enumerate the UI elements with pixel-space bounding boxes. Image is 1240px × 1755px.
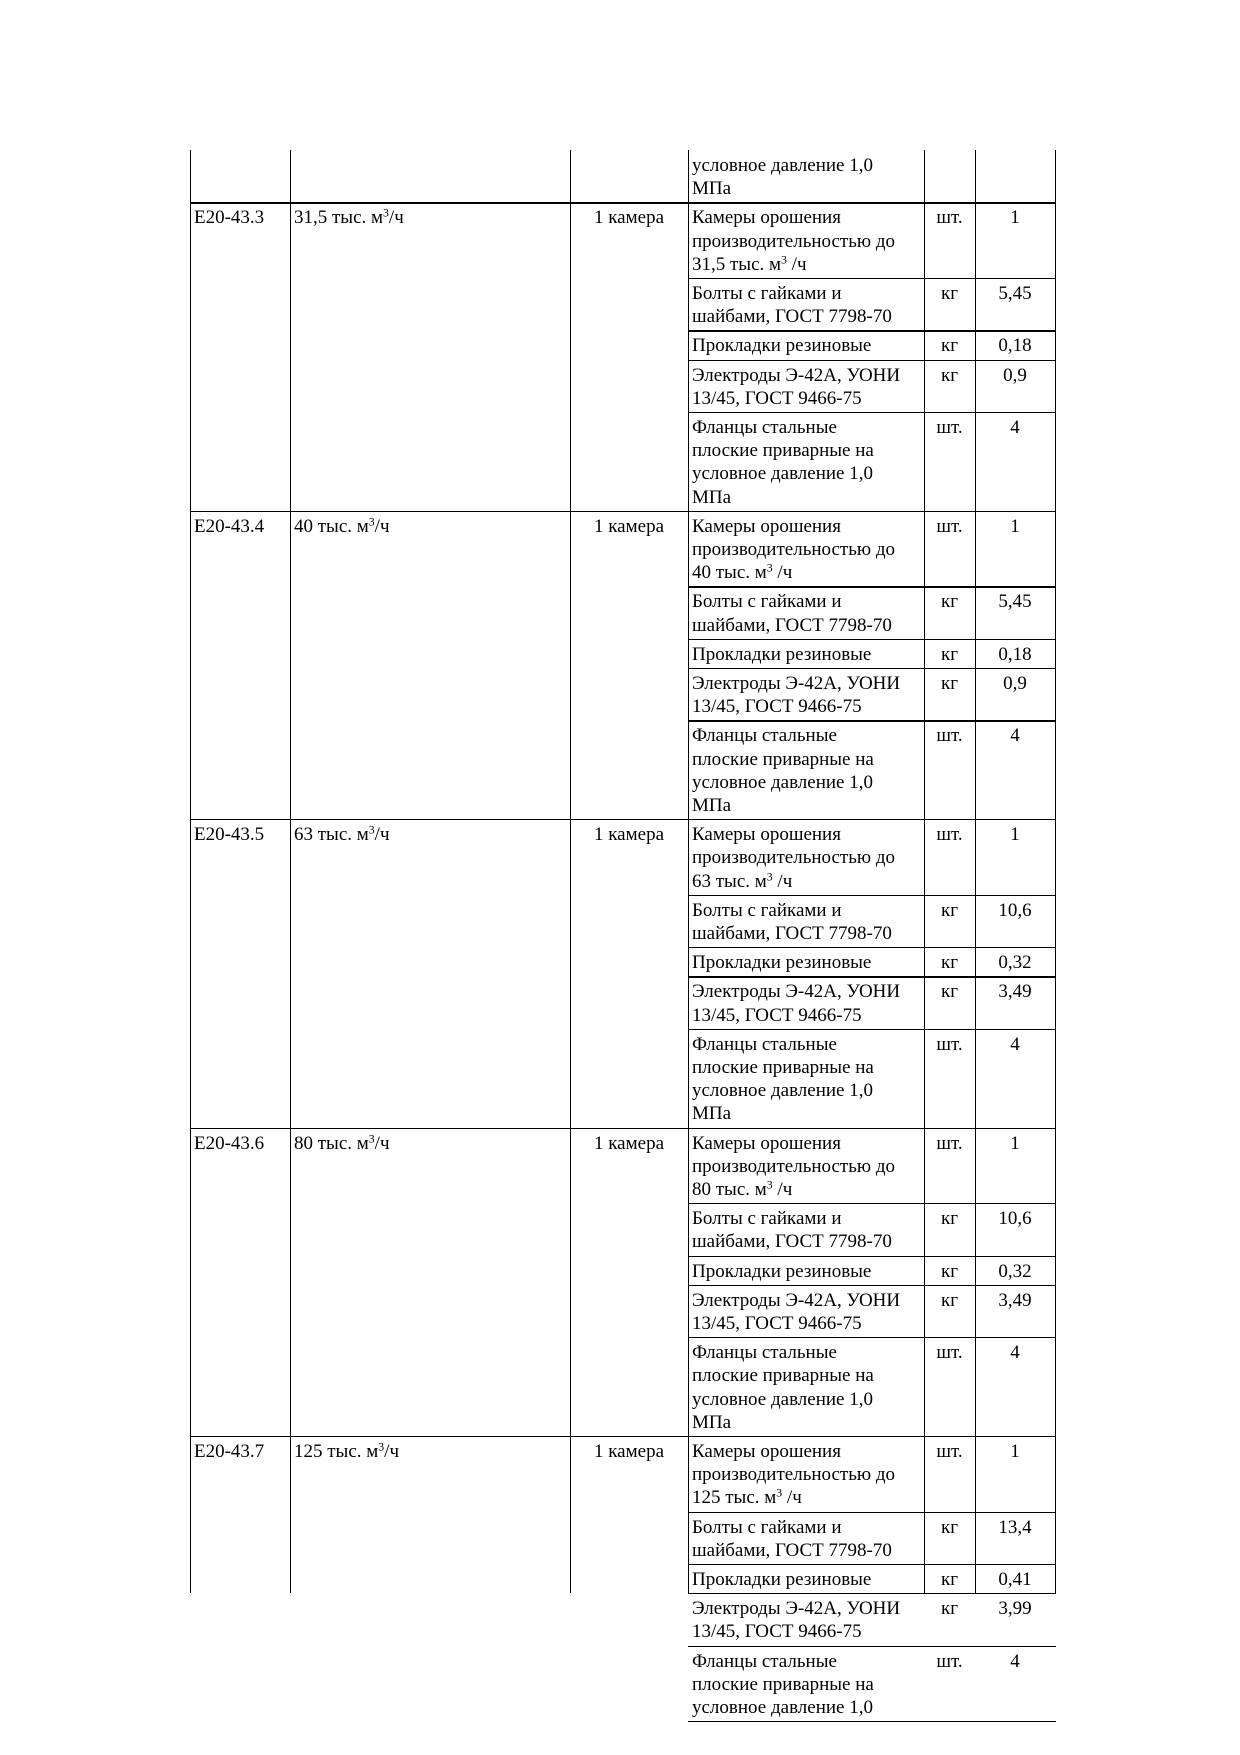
column-rule	[924, 150, 925, 1593]
resource-code: Е20-43.5	[194, 824, 265, 846]
row-rule	[190, 202, 1056, 203]
material-unit: кг	[940, 1208, 959, 1230]
row-rule	[190, 511, 1056, 512]
row-rule	[688, 1512, 1056, 1513]
material-name: 31,5 тыс. $м^3$ /ч	[692, 253, 807, 275]
row-rule	[190, 1436, 1056, 1437]
column-rule	[975, 150, 976, 1593]
material-name: Болты с гайками и	[692, 1208, 842, 1230]
row-rule	[688, 412, 1056, 413]
material-name: Камеры орошения	[692, 1441, 841, 1462]
measure-quantity: 1 камера	[593, 207, 665, 229]
cubic-superscript: 3	[766, 561, 773, 575]
material-name: шайбами, ГОСТ 7798-70	[692, 306, 892, 328]
material-name: Прокладки резиновые	[692, 643, 872, 665]
row-rule	[688, 1256, 1056, 1257]
material-unit: кг	[940, 591, 959, 613]
material-qty: 4	[1010, 417, 1020, 438]
material-qty: 5,45	[998, 591, 1032, 613]
row-rule	[688, 720, 1056, 721]
material-name: 13/45, ГОСТ 9466-75	[692, 1621, 862, 1643]
material-name: Фланцы стальные	[692, 1650, 837, 1672]
capacity-value: 80 тыс. $м^3/ч$	[294, 1132, 390, 1154]
material-name: Прокладки резиновые	[692, 1260, 872, 1282]
material-qty: 1	[1010, 515, 1020, 537]
row-rule	[688, 1564, 1056, 1565]
row-rule	[688, 330, 1056, 331]
material-name: условное давление 1,0	[692, 771, 873, 793]
material-unit: кг	[940, 1516, 959, 1538]
row-rule	[688, 1285, 1056, 1286]
material-unit: шт.	[936, 417, 963, 438]
material-name: шайбами, ГОСТ 7798-70	[692, 1231, 892, 1253]
material-unit: кг	[940, 364, 959, 386]
material-name: Болты с гайками и	[692, 283, 842, 304]
material-qty: 0,9	[1003, 673, 1027, 694]
capacity-value: 63 тыс. $м^3/ч$	[294, 823, 390, 846]
material-qty: 1	[1010, 207, 1020, 229]
material-name: Камеры орошения	[692, 1132, 841, 1154]
material-unit: шт.	[936, 725, 963, 747]
cubic-superscript: 3	[378, 1440, 385, 1454]
material-unit: шт.	[936, 1342, 963, 1364]
material-name: Электроды Э-42А, УОНИ	[692, 364, 901, 386]
material-name: 13/45, ГОСТ 9466-75	[692, 696, 862, 718]
material-unit-tail: /ч	[772, 1179, 793, 1200]
row-rule	[688, 639, 1056, 640]
material-name: Фланцы стальные	[692, 1342, 837, 1364]
material-name: шайбами, ГОСТ 7798-70	[692, 1539, 892, 1561]
continuation-text: МПа	[692, 178, 732, 200]
material-name: Фланцы стальные	[692, 417, 837, 438]
row-rule	[190, 819, 1056, 820]
material-unit: шт.	[936, 515, 963, 537]
material-name: Камеры орошения	[692, 207, 841, 229]
material-qty: 1	[1010, 824, 1020, 846]
material-qty: 0,18	[998, 335, 1032, 357]
row-rule	[688, 1029, 1056, 1030]
cubic-superscript: 3	[368, 1132, 375, 1146]
measure-quantity: 1 камера	[593, 1441, 665, 1462]
material-name: условное давление 1,0	[692, 463, 873, 485]
cubic-superscript: 3	[766, 870, 773, 884]
material-qty: 1	[1010, 1132, 1020, 1154]
material-unit: кг	[940, 643, 959, 665]
row-rule	[688, 278, 1056, 279]
material-qty: 5,45	[998, 283, 1032, 304]
material-qty: 3,99	[998, 1598, 1032, 1620]
material-name: МПа	[692, 486, 732, 508]
row-rule	[688, 1203, 1056, 1204]
material-qty: 4	[1010, 1033, 1020, 1055]
material-qty: 0,32	[998, 952, 1032, 974]
row-rule	[190, 1128, 1056, 1129]
row-rule	[688, 586, 1056, 587]
measure-quantity: 1 камера	[593, 515, 665, 537]
continuation-text: условное давление 1,0	[692, 155, 873, 176]
material-name: плоские приварные на	[692, 1365, 874, 1387]
material-name: Прокладки резиновые	[692, 1569, 872, 1590]
material-unit-tail: /ч	[786, 253, 807, 275]
row-rule	[688, 976, 1056, 977]
material-qty: 0,9	[1003, 364, 1027, 386]
material-name: плоские приварные на	[692, 1673, 874, 1695]
material-unit: кг	[940, 283, 959, 304]
material-name: условное давление 1,0	[692, 1697, 873, 1718]
capacity-value: 125 тыс. $м^3/ч$	[294, 1440, 400, 1462]
resource-code: Е20-43.4	[194, 515, 265, 537]
material-name: Электроды Э-42А, УОНИ	[692, 673, 901, 694]
material-qty: 3,49	[998, 1289, 1032, 1311]
row-rule	[688, 1721, 1056, 1722]
material-unit: кг	[940, 1289, 959, 1311]
material-unit: шт.	[936, 1441, 963, 1462]
column-rule	[190, 150, 191, 1593]
material-unit-tail: /ч	[772, 562, 793, 584]
material-qty: 0,18	[998, 643, 1032, 665]
material-qty: 4	[1010, 1650, 1020, 1672]
row-rule	[688, 1646, 1056, 1647]
cubic-superscript: 3	[766, 1178, 773, 1192]
material-name: Фланцы стальные	[692, 1033, 837, 1055]
row-rule	[688, 668, 1056, 669]
capacity-unit-tail: /ч	[384, 1441, 400, 1462]
material-name: Электроды Э-42А, УОНИ	[692, 1289, 901, 1311]
material-qty: 1	[1010, 1441, 1020, 1462]
material-unit: кг	[940, 1569, 959, 1590]
row-rule	[688, 947, 1056, 948]
material-name: МПа	[692, 795, 732, 816]
cubic-superscript: 3	[368, 823, 375, 837]
row-rule	[688, 895, 1056, 896]
capacity-unit-tail: /ч	[374, 824, 390, 846]
capacity-unit-tail: /ч	[388, 207, 404, 229]
material-unit: кг	[940, 673, 959, 694]
material-qty: 4	[1010, 1342, 1020, 1364]
material-qty: 13,4	[998, 1516, 1032, 1538]
material-name: шайбами, ГОСТ 7798-70	[692, 614, 892, 636]
material-name: Электроды Э-42А, УОНИ	[692, 981, 901, 1003]
material-unit-tail: /ч	[772, 870, 793, 892]
material-name: МПа	[692, 1103, 732, 1125]
row-rule	[688, 1593, 1056, 1594]
material-name: Прокладки резиновые	[692, 335, 872, 357]
material-name: Фланцы стальные	[692, 725, 837, 747]
row-rule	[688, 1337, 1056, 1338]
material-name: 13/45, ГОСТ 9466-75	[692, 387, 862, 409]
material-name: производительностью до	[692, 847, 896, 869]
resource-code: Е20-43.7	[194, 1441, 265, 1462]
material-name: производительностью до	[692, 230, 896, 252]
material-unit: кг	[940, 952, 959, 974]
material-qty: 10,6	[998, 1208, 1032, 1230]
material-unit: кг	[940, 1598, 959, 1620]
material-name: Болты с гайками и	[692, 1516, 842, 1538]
material-name: Прокладки резиновые	[692, 952, 872, 974]
material-unit: шт.	[936, 824, 963, 846]
material-name: 13/45, ГОСТ 9466-75	[692, 1004, 862, 1026]
material-name: производительностью до	[692, 539, 896, 560]
material-name: условное давление 1,0	[692, 1388, 873, 1410]
material-name: 125 тыс. $м^3$ /ч	[692, 1486, 802, 1509]
resource-code: Е20-43.6	[194, 1132, 265, 1154]
material-name: условное давление 1,0	[692, 1080, 873, 1102]
material-name: производительностью до	[692, 1464, 896, 1486]
cubic-superscript: 3	[781, 253, 787, 267]
material-name: производительностью до	[692, 1155, 896, 1177]
column-rule	[570, 150, 571, 1593]
cubic-superscript: 3	[368, 515, 375, 529]
material-name: 63 тыс. $м^3$ /ч	[692, 870, 793, 892]
material-name: 13/45, ГОСТ 9466-75	[692, 1313, 862, 1334]
capacity-value: 31,5 тыс. $м^3/ч$	[294, 206, 404, 229]
cubic-superscript: 3	[383, 206, 389, 220]
capacity-value: 40 тыс. $м^3/ч$	[294, 515, 390, 537]
material-qty: 4	[1010, 725, 1020, 747]
material-unit: шт.	[936, 1650, 963, 1672]
resource-code: Е20-43.3	[194, 207, 265, 229]
material-name: Болты с гайками и	[692, 899, 842, 921]
column-rule	[290, 150, 291, 1593]
material-unit: кг	[940, 899, 959, 921]
material-name: Электроды Э-42А, УОНИ	[692, 1598, 901, 1620]
material-unit-tail: /ч	[782, 1487, 802, 1509]
material-unit: кг	[940, 335, 959, 357]
measure-quantity: 1 камера	[593, 1132, 665, 1154]
row-rule	[688, 360, 1056, 361]
material-name: плоские приварные на	[692, 440, 874, 462]
material-unit: шт.	[936, 1033, 963, 1055]
material-name: 40 тыс. $м^3$ /ч	[692, 561, 793, 584]
column-rule	[1055, 150, 1056, 1593]
column-rule	[688, 150, 689, 1593]
material-name: Камеры орошения	[692, 515, 841, 537]
capacity-unit-tail: /ч	[374, 515, 390, 537]
material-name: 80 тыс. $м^3$ /ч	[692, 1178, 793, 1200]
material-unit: кг	[940, 981, 959, 1003]
material-unit: шт.	[936, 207, 963, 229]
material-name: Болты с гайками и	[692, 591, 842, 613]
material-qty: 10,6	[998, 899, 1032, 921]
cubic-superscript: 3	[776, 1486, 783, 1500]
measure-quantity: 1 камера	[593, 824, 665, 846]
material-name: Камеры орошения	[692, 824, 841, 846]
material-name: шайбами, ГОСТ 7798-70	[692, 923, 892, 944]
material-name: МПа	[692, 1411, 732, 1433]
material-qty: 3,49	[998, 981, 1032, 1003]
material-qty: 0,41	[998, 1569, 1032, 1590]
material-name: плоские приварные на	[692, 748, 874, 770]
material-name: плоские приварные на	[692, 1057, 874, 1078]
material-unit: шт.	[936, 1132, 963, 1154]
capacity-unit-tail: /ч	[374, 1132, 390, 1154]
material-unit: кг	[940, 1260, 959, 1282]
material-qty: 0,32	[998, 1260, 1032, 1282]
